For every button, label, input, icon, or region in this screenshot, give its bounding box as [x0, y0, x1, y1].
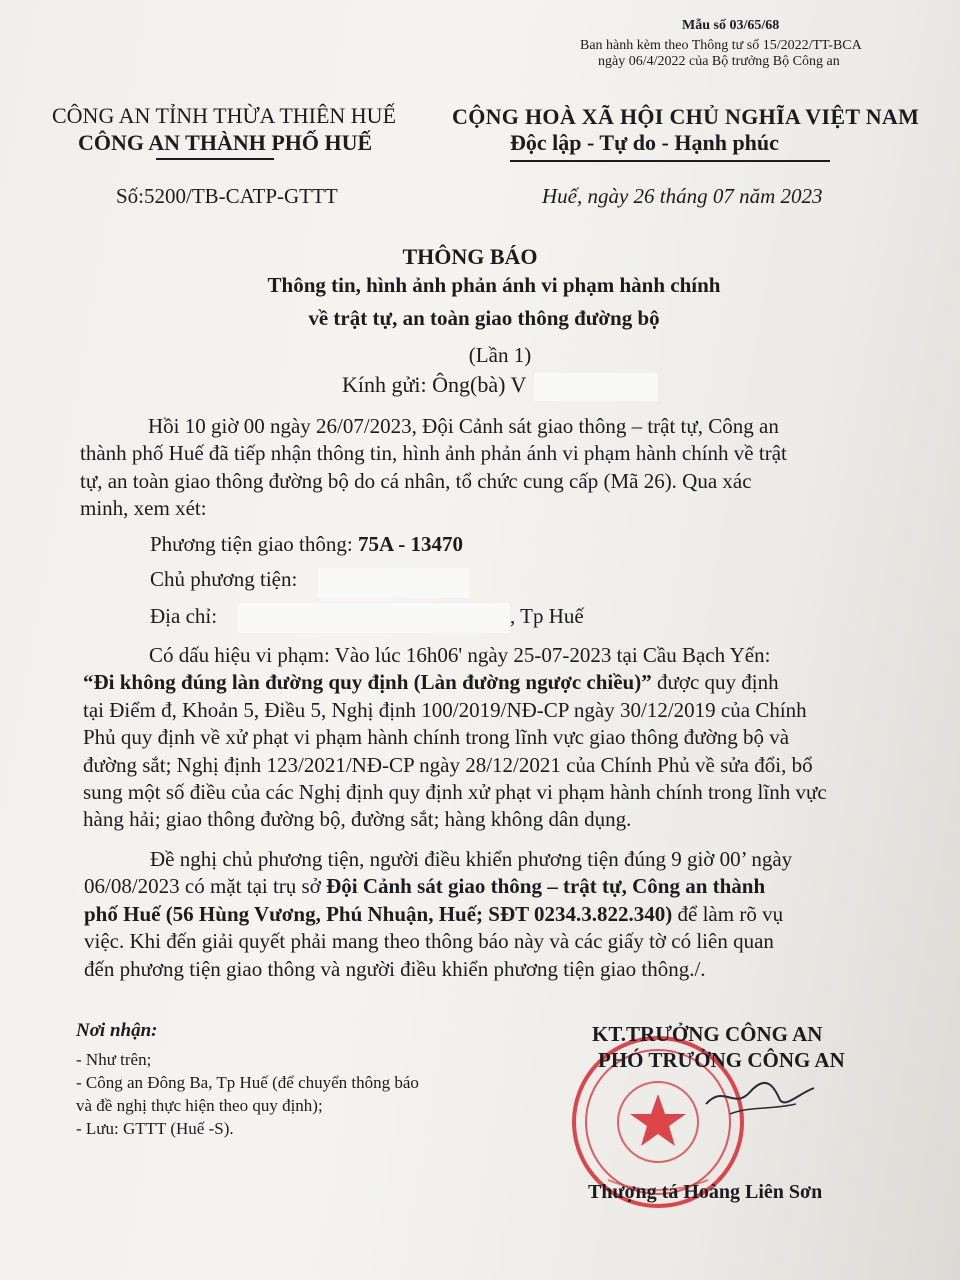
paragraph-line	[84, 901, 792, 928]
paragraph-line: hàng hải; giao thông đường bộ, đường sắt; hàng không dân dụng.	[83, 807, 632, 832]
vehicle-plate: 75A - 13470	[357, 532, 463, 556]
recipients-title: Nơi nhận:	[76, 1020, 158, 1041]
redacted-owner-name	[318, 568, 470, 598]
org-underline	[156, 158, 274, 160]
paragraph-violation	[83, 642, 827, 834]
violation-description: “Đi không đúng làn đường quy định (Làn đường ngược chiều)”	[83, 670, 652, 695]
nation-motto: Độc lập - Tự do - Hạnh phúc	[510, 130, 779, 155]
redacted-recipient-name	[534, 373, 658, 401]
redacted-address	[238, 603, 510, 633]
paragraph-line	[83, 669, 827, 696]
paragraph-line: đường sắt; Nghị định 123/2021/NĐ-CP ngày 28/12/2021 của Chính Phủ về sửa đổi, bổ	[83, 752, 813, 777]
paragraph-line: Có dấu hiệu vi phạm: Vào lúc 16h06' ngày 25-07-2023 tại Cầu Bạch Yến:	[149, 643, 771, 667]
request-office: Đội Cảnh sát giao thông – trật tự, Công an thành	[326, 874, 766, 899]
paragraph-request	[84, 846, 792, 983]
violation-tail: được quy định	[651, 670, 779, 695]
request-address: phố Huế (56 Hùng Vương, Phú Nhuận, Huế; SĐT 0234.3.822.340)	[84, 901, 673, 926]
request-date: 06/08/2023 có mặt tại trụ sở	[84, 874, 327, 899]
subtitle-line-1: Thông tin, hình ảnh phản ánh vi phạm hành chính	[267, 273, 721, 297]
paragraph-line: Đề nghị chủ phương tiện, người điều khiển phương tiện đúng 9 giờ 00’ ngày	[150, 847, 793, 871]
form-issuance-date: ngày 06/4/2022 của Bộ trưởng Bộ Công an	[598, 54, 840, 69]
recipient-item: - Công an Đông Ba, Tp Huế (để chuyển thông báo	[76, 1073, 419, 1092]
address-city: , Tp Huế	[510, 604, 584, 628]
address-field	[150, 604, 217, 629]
paragraph-line: sung một số điều của các Nghị định quy định xử phạt vi phạm hành chính trong lĩnh vực	[83, 780, 827, 805]
handwritten-signature	[700, 1064, 820, 1124]
form-code: Mẫu số 03/65/68	[682, 18, 780, 33]
request-purpose: để làm rõ vụ	[672, 901, 784, 926]
vehicle-field	[150, 532, 463, 557]
owner-label: Chủ phương tiện:	[150, 567, 298, 591]
motto-underline	[510, 160, 830, 162]
paragraph-line: minh, xem xét:	[80, 496, 207, 521]
vehicle-label: Phương tiện giao thông:	[150, 532, 358, 556]
subtitle-line-2: về trật tự, an toàn giao thông đường bộ	[308, 306, 660, 330]
paragraph-line: Phủ quy định về xử phạt vi phạm hành chính trong lĩnh vực giao thông đường bộ và	[83, 725, 790, 750]
signature-title-line-2: PHÓ TRƯỞNG CÔNG AN	[598, 1048, 845, 1072]
signature-title-line-1: KT.TRƯỞNG CÔNG AN	[592, 1022, 823, 1046]
org-parent: CÔNG AN TỈNH THỪA THIÊN HUẾ	[52, 103, 397, 128]
recipient-line: Kính gửi: Ông(bà) V	[342, 372, 527, 397]
paragraph-line	[84, 873, 792, 900]
paragraph-line: việc. Khi đến giải quyết phải mang theo thông báo này và các giấy tờ có liên quan	[84, 929, 774, 954]
paragraph-line: tự, an toàn giao thông đường bộ do cá nhân, tổ chức cung cấp (Mã 26). Qua xác	[80, 468, 752, 493]
signer-name: Thượng tá Hoàng Liên Sơn	[588, 1181, 823, 1203]
form-issuance-line: Ban hành kèm theo Thông tư số 15/2022/TT-BCA	[580, 38, 862, 53]
document-title: THÔNG BÁO	[402, 244, 538, 269]
issue-number: (Lần 1)	[468, 343, 532, 367]
address-label: Địa chỉ:	[150, 604, 218, 628]
paragraph-line: tại Điểm đ, Khoản 5, Điều 5, Nghị định 100/2019/NĐ-CP ngày 30/12/2019 của Chính	[83, 697, 807, 722]
recipient-item: và đề nghị thực hiện theo quy định);	[76, 1096, 323, 1115]
document-number: Số:5200/TB-CATP-GTTT	[116, 184, 338, 208]
nation-name: CỘNG HOÀ XÃ HỘI CHỦ NGHĨA VIỆT NAM	[452, 104, 920, 129]
place-date: Huế, ngày 26 tháng 07 năm 2023	[542, 184, 823, 208]
org-unit: CÔNG AN THÀNH PHỐ HUẾ	[78, 130, 373, 155]
paragraph-line: đến phương tiện giao thông và người điều khiển phương tiện giao thông./.	[84, 956, 706, 981]
paragraph-line: Hồi 10 giờ 00 ngày 26/07/2023, Đội Cảnh sát giao thông – trật tự, Công an	[148, 414, 779, 438]
paragraph-intro	[80, 413, 787, 523]
owner-field	[150, 567, 297, 592]
paragraph-line: thành phố Huế đã tiếp nhận thông tin, hình ảnh phản ánh vi phạm hành chính về trật	[80, 441, 787, 466]
recipient-item: - Lưu: GTTT (Huế -S).	[76, 1119, 234, 1138]
recipient-item: - Như trên;	[76, 1050, 152, 1069]
